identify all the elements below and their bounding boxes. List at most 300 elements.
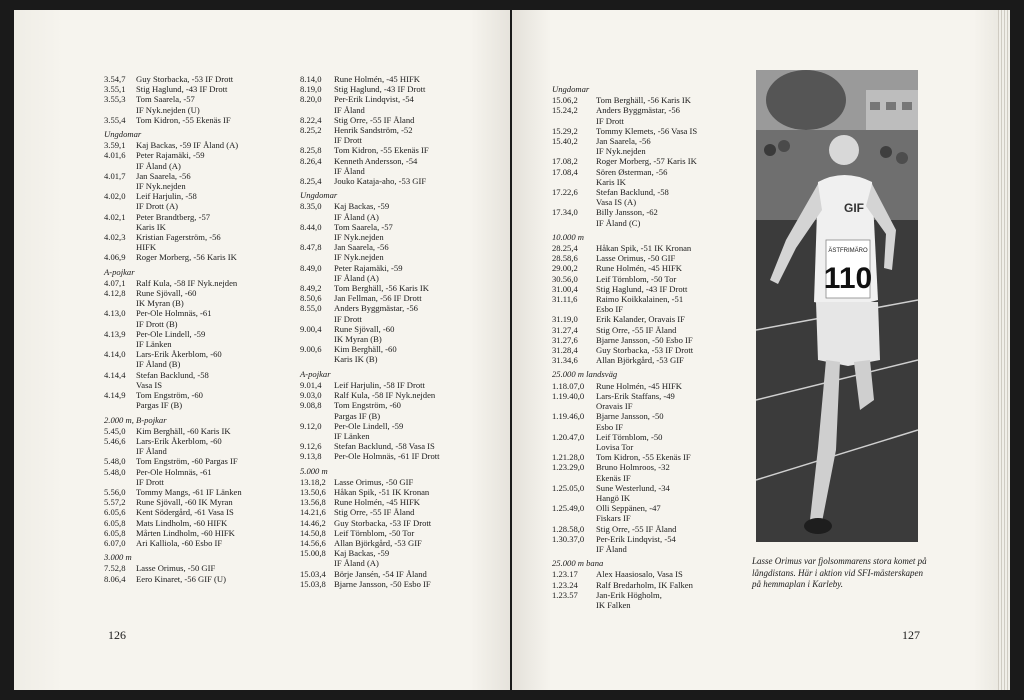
result-time [104,222,136,232]
result-row [552,411,697,421]
result-time [104,400,136,410]
result-row [552,177,697,187]
result-row [104,390,242,400]
result-time [300,252,334,262]
result-row [552,355,697,365]
result-time: 9.00,4 [300,323,322,334]
result-time: 15.00,8 [300,548,326,559]
result-time: 4.01,7 [104,170,126,181]
athlete-entry: IF Nyk.nejden [596,146,646,157]
result-time [552,177,596,187]
result-row [300,293,440,303]
athlete-entry: Lars-Erik Staffans, -49 [596,390,675,401]
athlete-entry: Håkan Spik, -51 IK Kronan [334,486,430,497]
result-row [300,380,440,390]
athlete-entry: Allan Björkgård, -53 GIF [334,537,422,548]
athlete-entry: Kent Södergård, -61 Vasa IS [136,507,234,518]
result-time: 4.13,0 [104,308,126,319]
result-time [300,273,334,283]
athlete-entry: Sören Østerman, -56 [596,166,668,177]
athlete-entry: Erik Kalander, Oravais IF [596,314,685,325]
result-time: 1.20.47,0 [552,431,585,442]
result-time [104,161,136,171]
athlete-entry: Per-Ole Holmnäs, -61 IF Drott [334,451,440,462]
athlete-entry: Peter Brandtberg, -57 [136,211,211,222]
result-row [104,308,242,318]
athlete-entry: Stefan Backlund, -58 [596,187,669,198]
athlete-entry: Peter Rajamäki, -59 [334,262,403,273]
page-number: 127 [902,628,920,642]
result-row [104,400,242,410]
athlete-entry: Kristian Fagerström, -56 [136,232,221,243]
result-time: 4.12,8 [104,288,126,299]
shirt-text: GIF [844,201,864,215]
result-time: 15.24,2 [552,105,578,116]
result-time: 5.48,0 [104,466,126,477]
result-time: 1.25.49,0 [552,503,585,514]
result-time: 15.03,4 [300,568,326,579]
result-row [552,304,697,314]
result-time: 5.48,0 [104,456,126,467]
result-time [300,314,334,324]
result-time: 3.55,4 [104,114,126,125]
athlete-entry: Jan-Erik Högholm, [596,589,662,600]
event-heading: 2.000 m, B-pojkar [104,414,167,425]
result-time: 14.46,2 [300,517,326,528]
result-row [552,493,697,503]
result-row [552,284,697,294]
event-heading: 25.000 m bana [552,558,604,569]
result-row [552,452,697,462]
event-heading: Ungdomar [552,84,590,94]
result-time [300,431,334,441]
athlete-entry: Kenneth Andersson, -54 [334,155,418,166]
result-row [552,294,697,304]
results-column-1 [104,74,242,584]
result-time: 4.02,0 [104,191,126,202]
result-row [104,94,242,104]
athlete-entry: IF Åland [334,165,365,176]
result-row [104,574,242,584]
result-row [300,451,440,461]
athlete-entry: Rune Sjövall, -60 IK Myran [136,497,233,508]
result-row [552,167,697,177]
result-time [104,181,136,191]
result-row [300,314,440,324]
result-row [104,446,242,456]
result-row [104,528,242,538]
athlete-entry: Sune Westerlund, -34 [596,482,670,493]
result-time [552,442,596,452]
athlete-entry: IK Falken [596,599,631,610]
athlete-entry: Kaj Backas, -59 IF Åland (A) [136,140,239,151]
result-row [552,218,697,228]
athlete-entry: IF Drott (A) [136,201,179,212]
athlete-entry: Per-Ole Holmnäs, -61 [136,466,212,477]
result-row [552,335,697,345]
result-time: 14.21,6 [300,507,326,518]
right-page [512,10,998,690]
result-time [104,339,136,349]
result-row [104,278,242,288]
result-time [552,513,596,523]
result-time [300,135,334,145]
result-time: 9.13,8 [300,451,322,462]
result-time: 3.55,3 [104,94,126,105]
athlete-entry: Roger Morberg, -57 Karis IK [596,156,697,167]
result-time: 4.14,9 [104,390,126,401]
athlete-entry: IF Åland (B) [136,359,181,370]
result-time [552,304,596,314]
result-row [552,544,697,554]
result-time: 31.28,4 [552,345,578,356]
athlete-entry: Rune Sjövall, -60 [136,288,197,299]
athlete-entry: IF Nyk.nejden (U) [136,104,200,115]
result-time [552,116,596,126]
result-time [300,411,334,421]
athlete-entry: Tom Engström, -60 [334,400,401,411]
result-time: 8.06,4 [104,573,126,584]
result-row [300,94,440,104]
athlete-entry: Pargas IF (B) [334,410,381,421]
result-time: 3.59,1 [104,140,126,151]
result-row [300,84,440,94]
athlete-entry: Oravais IF [596,401,633,412]
result-row [300,74,440,84]
results-column-2 [300,74,440,589]
athlete-entry: Karis IK [136,221,166,232]
result-row [104,115,242,125]
page-number: 126 [108,628,126,642]
result-row [552,243,697,253]
athlete-entry: Tom Saarela, -57 [334,221,393,232]
athlete-entry: Bjarne Jansson, -50 Esbo IF [334,578,431,589]
result-time: 30.56,0 [552,273,578,284]
result-row [552,156,697,166]
result-row [104,518,242,528]
result-time: 4.06,9 [104,252,126,263]
athlete-entry: Bjarne Jansson, -50 Esbo IF [596,334,693,345]
result-time: 15.06,2 [552,95,578,106]
result-time [104,477,136,487]
result-time: 6.05,6 [104,507,126,518]
result-row [552,325,697,335]
result-time [552,197,596,207]
athlete-entry: Fiskars IF [596,513,631,524]
result-time [300,354,334,364]
athlete-entry: Jan Saarela, -56 [334,242,389,253]
result-time [104,105,136,115]
result-row [552,422,697,432]
result-row [300,538,440,548]
result-time: 31.27,6 [552,334,578,345]
result-row [300,477,440,487]
result-row [300,507,440,517]
result-time: 4.01,6 [104,150,126,161]
athlete-entry: IF Åland (A) [334,558,379,569]
athlete-entry: IF Åland (C) [596,217,641,228]
result-time: 1.23.57 [552,589,578,600]
result-row [300,400,440,410]
result-row [104,319,242,329]
result-row [104,212,242,222]
athlete-entry: Esbo IF [596,421,623,432]
result-row [300,156,440,166]
athlete-entry: Karis IK (B) [334,354,378,365]
result-row [300,579,440,589]
result-row [552,274,697,284]
result-row [552,136,697,146]
result-row [300,252,440,262]
result-row [104,426,242,436]
athlete-entry: Tom Engström, -60 [136,390,203,401]
athlete-entry: Stig Orre, -55 IF Åland [334,507,415,518]
result-time: 28.58,6 [552,253,578,264]
result-time [104,242,136,252]
result-row [552,105,697,115]
result-row [552,345,697,355]
athlete-entry: IF Länken [136,339,172,350]
results-column-3 [552,80,697,610]
result-row [300,201,440,211]
result-row [552,197,697,207]
result-time: 9.01,4 [300,379,322,390]
result-row [104,339,242,349]
result-time: 4.02,3 [104,232,126,243]
athlete-entry: Ralf Kula, -58 IF Nyk.nejden [334,390,436,401]
result-time: 8.35,0 [300,201,322,212]
athlete-entry: Stig Orre, -55 IF Åland [334,114,415,125]
result-time: 4.13,9 [104,328,126,339]
result-row [300,145,440,155]
result-time [552,473,596,483]
result-row [300,324,440,334]
athlete-entry: Rune Holmén, -45 HIFK [334,74,420,84]
athlete-entry: Tom Saarela, -57 [136,94,195,105]
result-time: 4.14,0 [104,349,126,360]
athlete-entry: IF Nyk.nejden [334,232,384,243]
runner-illustration [756,70,918,542]
athlete-entry: Olli Seppänen, -47 [596,503,661,514]
result-time: 31.11,6 [552,294,578,305]
result-time: 13.50,6 [300,486,326,497]
athlete-entry: IF Drott [596,115,624,126]
result-time [104,359,136,369]
result-time: 1.28.58,0 [552,523,585,534]
result-row [104,563,242,573]
athlete-entry: Stefan Backlund, -58 Vasa IS [334,441,435,452]
result-row [552,253,697,263]
athlete-entry: Guy Storbacka, -53 IF Drott [136,74,234,84]
result-row [104,380,242,390]
athlete-entry: Ekenäs IF [596,472,631,483]
result-time: 8.49,0 [300,262,322,273]
result-time: 17.22,6 [552,187,578,198]
result-time: 15.03,8 [300,578,326,589]
athlete-entry: Per-Erik Lindqvist, -54 [596,533,676,544]
result-row [552,524,697,534]
athlete-entry: Kaj Backas, -59 [334,201,390,212]
athlete-entry: IK Myran (B) [136,298,184,309]
result-time [300,166,334,176]
result-time: 17.34,0 [552,207,578,218]
result-time: 8.49,2 [300,283,322,294]
result-time [300,558,334,568]
result-time: 15.40,2 [552,136,578,147]
result-row [300,569,440,579]
result-time: 5.56,0 [104,486,126,497]
result-row [104,242,242,252]
result-time [104,201,136,211]
result-row [104,436,242,446]
result-row [300,212,440,222]
athlete-entry: IF Länken [334,430,370,441]
athlete-entry: Billy Jansson, -62 [596,207,658,218]
athlete-entry: Leif Harjulin, -58 [136,191,197,202]
result-time: 17.08,4 [552,166,578,177]
result-row [104,181,242,191]
result-time: 9.00,6 [300,344,322,355]
result-row [300,135,440,145]
result-time [300,105,334,115]
athlete-entry: Tom Kidron, -55 Ekenäs IF [596,452,691,463]
result-time [552,218,596,228]
athlete-entry: IF Åland [334,104,365,115]
result-time: 31.34,6 [552,355,578,366]
athlete-entry: Jan Fellman, -56 IF Drott [334,293,422,304]
athlete-entry: HIFK [136,242,157,253]
result-row [300,176,440,186]
result-time: 8.19,0 [300,84,322,95]
athlete-entry: Bjarne Jansson, -50 [596,411,664,422]
result-time: 8.14,0 [300,74,322,84]
result-time: 8.26,4 [300,155,322,166]
result-time: 31.27,4 [552,324,578,335]
result-time: 17.08,2 [552,156,578,167]
result-time: 8.55,0 [300,303,322,314]
athlete-entry: Börje Jansén, -54 IF Åland [334,568,427,579]
athlete-entry: Kaj Backas, -59 [334,548,390,559]
result-time: 6.05,8 [104,527,126,538]
result-time: 28.25,4 [552,243,578,254]
athlete-entry: IF Nyk.nejden [334,252,384,263]
photo-caption: Lasse Orimus var fjolsommarens stora komet på långdistans. Här i aktion vid SFI-mästerskapen på hemmaplan i Karleby. [752,556,927,589]
result-row [552,483,697,493]
result-row [552,580,697,590]
result-row [300,558,440,568]
athlete-entry: Tom Kidron, -55 Ekenäs IF [136,114,231,125]
result-row [300,263,440,273]
athlete-entry: Guy Storbacka, -53 IF Drott [596,345,694,356]
athlete-entry: IF Drott [136,476,164,487]
result-time [104,319,136,329]
event-heading: A-pojkar [300,368,331,379]
result-time: 31.19,0 [552,314,578,325]
athlete-entry: Mårten Lindholm, -60 HIFK [136,527,235,538]
result-time [300,334,334,344]
athlete-entry: Kim Berghäll, -60 [334,344,397,355]
result-time: 7.52,8 [104,563,126,574]
result-time: 8.44,0 [300,221,322,232]
result-time: 3.54,7 [104,74,126,84]
athlete-entry: Bruno Holmroos, -32 [596,462,670,473]
result-time [104,380,136,390]
result-row [300,390,440,400]
athlete-entry: Rune Holmén, -45 HIFK [334,497,420,508]
result-time: 9.12,0 [300,420,322,431]
result-time [300,232,334,242]
result-row [552,263,697,273]
result-row [300,222,440,232]
result-row [104,140,242,150]
athlete-entry: Pargas IF (B) [136,400,183,411]
result-time: 14.50,8 [300,527,326,538]
result-time: 9.03,0 [300,390,322,401]
result-row [104,456,242,466]
left-page [14,10,510,690]
result-row [104,84,242,94]
result-row [552,432,697,442]
result-time: 1.23.24 [552,579,578,590]
athlete-entry: Anders Byggmästar, -56 [596,105,680,116]
result-row [104,252,242,262]
result-row [552,207,697,217]
result-row [104,105,242,115]
result-row [300,354,440,364]
result-row [552,600,697,610]
result-time: 9.08,8 [300,400,322,411]
athlete-entry: IF Åland (A) [136,160,181,171]
result-row [104,487,242,497]
athlete-entry: Henrik Sandström, -52 [334,125,413,136]
athlete-entry: Rune Holmén, -45 HIFK [596,380,682,391]
event-heading: Ungdomar [104,129,142,140]
result-time: 1.21.28,0 [552,452,585,463]
result-row [104,497,242,507]
result-time: 8.47,8 [300,242,322,253]
result-row [104,359,242,369]
result-row [300,411,440,421]
athlete-entry: Roger Morberg, -56 Karis IK [136,252,237,263]
result-time: 4.14,4 [104,369,126,380]
athlete-entry: Per-Ole Lindell, -59 [334,420,404,431]
result-row [104,171,242,181]
result-row [552,381,697,391]
event-heading: 3.000 m [104,552,132,563]
athlete-entry: Stig Orre, -55 IF Åland [596,324,677,335]
athlete-entry: Peter Rajamäki, -59 [136,150,205,161]
athlete-entry: Ralf Kula, -58 IF Nyk.nejden [136,277,238,288]
athlete-entry: Eero Kinaret, -56 GIF (U) [136,573,226,584]
result-row [104,298,242,308]
athlete-entry: Tom Kidron, -55 Ekenäs IF [334,145,429,156]
result-row [104,467,242,477]
result-row [300,105,440,115]
athlete-entry: Leif Harjulin, -58 IF Drott [334,379,425,390]
athlete-entry: Lasse Orimus, -50 GIF [334,476,414,487]
result-time: 8.20,0 [300,94,322,105]
result-time: 13.56,8 [300,497,326,508]
result-time: 4.07,1 [104,277,126,288]
result-time: 8.22,4 [300,114,322,125]
result-row [300,232,440,242]
result-time: 5.45,0 [104,425,126,436]
athlete-entry: Stig Haglund, -43 IF Drott [136,84,228,95]
athlete-entry: Raimo Koikkalainen, -51 [596,294,684,305]
result-time [552,600,596,610]
result-row [104,191,242,201]
result-row [300,441,440,451]
